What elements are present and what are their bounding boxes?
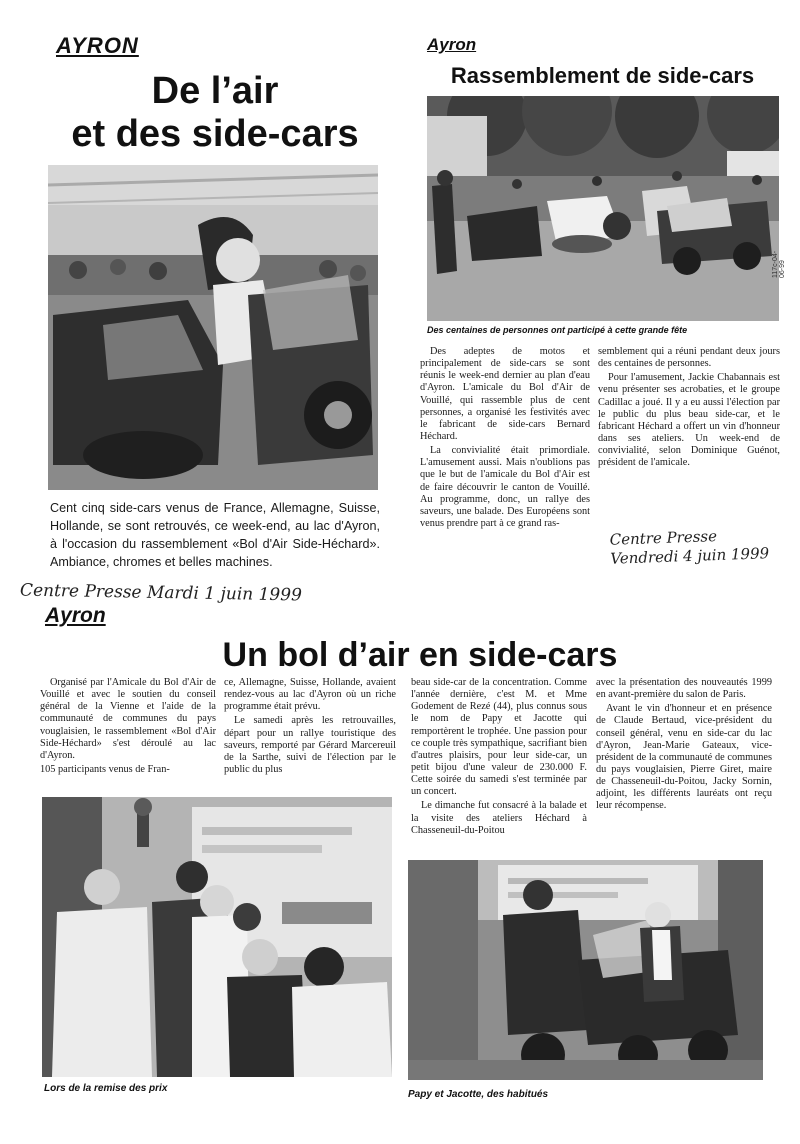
handwritten-date-note: Centre Presse Mardi 1 juin 1999	[19, 580, 303, 606]
right-article-kicker: Ayron	[427, 35, 477, 54]
bottom-col1-paragraph: Organisé par l'Amicale du Bol d'Air de Vouillé et avec le soutien du conseil général de la Vienne et l'aide de la communauté de communes du pays vouglaisien, le rassemblement «Bol d'Air Side-Héchard» s'est déroulé au lac d'Ayron.	[40, 677, 216, 761]
right-col1-paragraph: Des adeptes de motos et principalement de side-cars se sont réunis le week-end dernier au plan d'eau d'Ayron. L'amicale du Bol d'Air de Vouillé, qui rassemble plus de cent personnes, a organisé les festivités avec le fabricant de side-cars Bernard Héchard.	[420, 346, 590, 442]
left-headline-line1: De l’air	[151, 70, 279, 112]
right-col2-paragraph: semblement qui a réuni pendant deux jours des centaines de personnes.	[598, 346, 780, 370]
right-col2-paragraph: Pour l'amusement, Jackie Chabannais est venu présenter ses acrobaties, et le groupe Cadillac a joué. Il y a eu aussi l'élection par le public du plus beau side-car, et le fabricant Héchard a offert un vin d'honneur dans ses ateliers. Un week-end de convivialité, selon Dominique Guénot, président de l'amicale.	[598, 372, 780, 469]
papy-jacotte-photo	[408, 860, 763, 1080]
right-article-column-2	[598, 346, 780, 471]
bottom-col2-paragraph: Le samedi après les retrouvailles, départ pour un rallye touristique des saveurs, remporté par Gérard Marcereuil de la Sarthe, suivi de l'élection par le public du plus	[224, 715, 396, 775]
bottom-right-photo-caption: Papy et Jacotte, des habitués	[408, 1089, 549, 1100]
left-headline-line2: et des side-cars	[71, 112, 359, 155]
bottom-article-column-3	[411, 677, 587, 839]
bottom-col3-paragraph: Le dimanche fut consacré à la balade et la visite des ateliers Héchard à Chasseneuil-du-Poitou	[411, 800, 587, 836]
right-photo-caption: Des centaines de personnes ont participé à cette grande fête	[427, 325, 688, 335]
handwritten-source-line2: Vendredi 4 juin 1999	[610, 543, 770, 568]
sidecar-gathering-illustration	[427, 96, 779, 321]
prize-ceremony-photo	[42, 797, 392, 1077]
bottom-article-column-2	[224, 677, 396, 778]
right-article-column-1	[420, 346, 590, 532]
left-article-headline	[40, 70, 390, 155]
bottom-article-column-1	[40, 677, 216, 778]
sidecar-rider-photo	[48, 165, 378, 490]
bottom-col4-paragraph: Avant le vin d'honneur et en présence de Claude Bertaud, vice-président du conseil général, venu en side-car du lac d'Ayron, Jean-Marie Gateaux, vice-président de la communauté de communes du pays vouglaisien, Pierre Giret, maire de Chasseneuil-du-Poitou, Jacky Sornin, adjoint, les différents lauréats ont reçu leur récompense.	[596, 703, 772, 812]
bottom-col1-paragraph: 105 participants venus de Fran-	[40, 763, 170, 775]
bottom-left-photo-caption: Lors de la remise des prix	[44, 1083, 168, 1094]
prize-ceremony-illustration	[42, 797, 392, 1077]
papy-jacotte-illustration	[408, 860, 763, 1080]
right-article-headline: Rassemblement de side-cars	[450, 63, 755, 88]
handwritten-source-note	[609, 525, 769, 568]
bottom-article-headline: Un bol d’air en side-cars	[222, 636, 618, 674]
bottom-col3-paragraph: beau side-car de la concentration. Comme l'année dernière, c'est M. et Mme Godement de Rezé (44), plus connus sous le nom de Papy et Jacotte qui remportèrent le trophée. Une passion pour ce couple très sympathique, sacrifiant bien d'autres plaisirs, pour leur side-car, un petit bijou d'une valeur de 230.000 F. Cette soirée du samedi s'est terminée par un concert.	[411, 677, 587, 798]
photo-credit: 117c-04-06-99	[772, 250, 786, 278]
handwritten-source-line1: Centre Presse	[609, 527, 718, 549]
left-article-lead: Cent cinq side-cars venus de France, Allemagne, Suisse, Hollande, se sont retrouvés, ce week-end, au lac d'Ayron, à l'occasion du rassemblement «Bol d'Air Side-Héchard». Ambiance, chromes et belles machines.	[50, 501, 380, 569]
sidecar-gathering-photo	[427, 96, 779, 321]
bottom-col4-paragraph: avec la présentation des nouveautés 1999 en avant-première du salon de Paris.	[596, 677, 772, 701]
bottom-col2-paragraph: ce, Allemagne, Suisse, Hollande, avaient rendez-vous au lac d'Ayron où un riche programme était prévu.	[224, 677, 396, 713]
right-col1-paragraph: La convivialité était primordiale. L'amusement aussi. Mais n'oublions pas que le but de l'amicale du Bol d'Air est de faire découvrir le canton de Vouillé. Au programme, donc, un rallye des saveurs, une balade. Des Européens sont venus prendre part à ce grand ras-	[420, 445, 590, 529]
left-article-kicker: AYRON	[56, 33, 139, 58]
bottom-article-kicker: Ayron	[45, 604, 106, 627]
bottom-article-column-4	[596, 677, 772, 815]
sidecar-rider-illustration	[48, 165, 378, 490]
